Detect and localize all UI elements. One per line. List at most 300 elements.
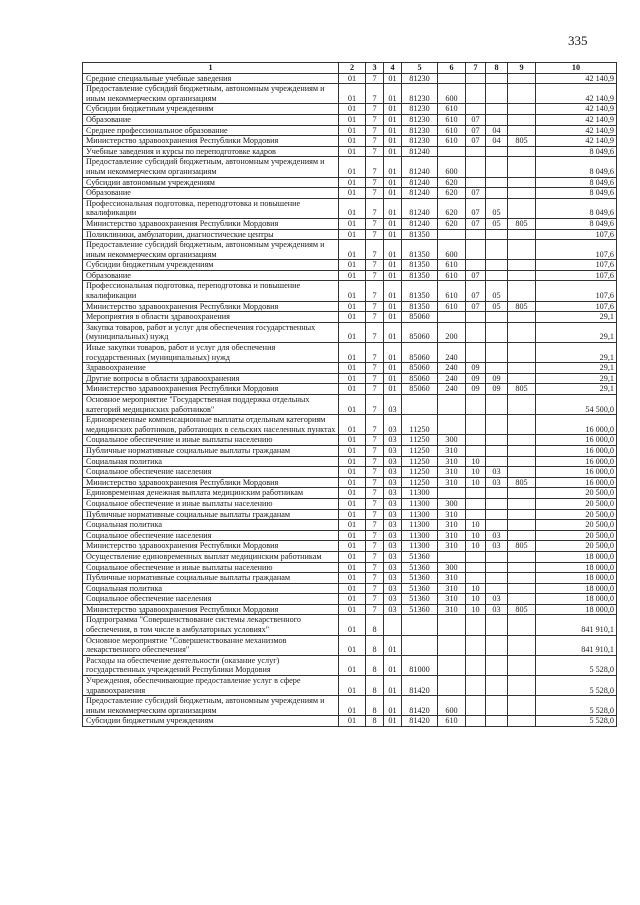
cell-code-8 (486, 583, 508, 594)
cell-code-4: 03 (384, 551, 402, 562)
cell-code-5: 81350 (402, 260, 438, 271)
cell-code-4: 03 (384, 445, 402, 456)
cell-code-4: 01 (384, 384, 402, 395)
table-row (83, 218, 617, 229)
table-row (83, 84, 617, 104)
cell-code-2: 01 (339, 188, 366, 199)
header-row (83, 63, 617, 74)
cell-code-9 (508, 509, 536, 520)
cell-code-9 (508, 635, 536, 655)
cell-code-8: 03 (486, 477, 508, 488)
cell-code-6: 310 (438, 604, 466, 615)
cell-code-4: 03 (384, 395, 402, 415)
cell-code-3: 7 (366, 218, 384, 229)
cell-item-name: Социальное обеспечение и иные выплаты населению (83, 562, 339, 573)
cell-code-5: 85060 (402, 373, 438, 384)
cell-code-5: 81240 (402, 146, 438, 157)
table-body (83, 73, 617, 726)
cell-code-4: 03 (384, 415, 402, 435)
cell-code-6 (438, 312, 466, 323)
cell-code-5: 51360 (402, 562, 438, 573)
table-row (83, 281, 617, 301)
cell-item-name: Министерство здравоохранения Республики Мордовия (83, 541, 339, 552)
cell-code-2: 01 (339, 676, 366, 696)
cell-code-5: 11300 (402, 520, 438, 531)
cell-code-5: 81350 (402, 240, 438, 260)
cell-code-6: 620 (438, 188, 466, 199)
cell-amount: 107,6 (536, 281, 617, 301)
cell-amount: 8 049,6 (536, 198, 617, 218)
cell-code-3: 7 (366, 509, 384, 520)
cell-code-8 (486, 676, 508, 696)
cell-code-3: 7 (366, 146, 384, 157)
cell-code-6: 620 (438, 198, 466, 218)
cell-code-4: 01 (384, 676, 402, 696)
cell-code-8 (486, 562, 508, 573)
cell-code-9 (508, 415, 536, 435)
cell-amount: 18 000,0 (536, 573, 617, 584)
cell-code-4: 01 (384, 716, 402, 727)
cell-item-name: Социальное обеспечение и иные выплаты населению (83, 498, 339, 509)
cell-code-9: 805 (508, 136, 536, 147)
cell-code-7 (466, 509, 486, 520)
cell-code-8 (486, 240, 508, 260)
cell-item-name: Субсидии автономным учреждениям (83, 177, 339, 188)
cell-amount: 5 528,0 (536, 696, 617, 716)
cell-code-9 (508, 281, 536, 301)
cell-item-name: Социальная политика (83, 520, 339, 531)
cell-code-2: 01 (339, 363, 366, 374)
cell-code-2: 01 (339, 157, 366, 177)
cell-code-9: 805 (508, 218, 536, 229)
cell-code-5 (402, 395, 438, 415)
cell-code-3: 7 (366, 415, 384, 435)
cell-code-3: 7 (366, 395, 384, 415)
cell-code-6: 610 (438, 716, 466, 727)
cell-code-9 (508, 435, 536, 446)
cell-code-8 (486, 445, 508, 456)
cell-code-2: 01 (339, 498, 366, 509)
cell-item-name: Предоставление субсидий бюджетным, автономным учреждениям и иным некоммерческим организациям (83, 696, 339, 716)
cell-amount: 20 500,0 (536, 541, 617, 552)
cell-amount: 8 049,6 (536, 218, 617, 229)
cell-code-7: 07 (466, 281, 486, 301)
cell-code-4: 01 (384, 240, 402, 260)
cell-code-2: 01 (339, 594, 366, 605)
cell-code-8: 05 (486, 218, 508, 229)
table-row (83, 615, 617, 635)
cell-code-8 (486, 488, 508, 499)
cell-code-5 (402, 615, 438, 635)
cell-item-name: Субсидии бюджетным учреждениям (83, 716, 339, 727)
cell-code-2: 01 (339, 541, 366, 552)
cell-item-name: Министерство здравоохранения Республики Мордовия (83, 604, 339, 615)
cell-code-9 (508, 551, 536, 562)
cell-code-2: 01 (339, 136, 366, 147)
cell-code-7 (466, 488, 486, 499)
cell-code-8: 03 (486, 541, 508, 552)
cell-amount: 20 500,0 (536, 488, 617, 499)
cell-code-4: 01 (384, 312, 402, 323)
cell-code-9 (508, 270, 536, 281)
cell-code-4: 03 (384, 477, 402, 488)
cell-amount: 20 500,0 (536, 509, 617, 520)
cell-code-6: 610 (438, 114, 466, 125)
cell-code-7: 10 (466, 604, 486, 615)
cell-code-3: 7 (366, 229, 384, 240)
cell-item-name: Основное мероприятие "Совершенствование механизмов лекарственного обеспечения" (83, 635, 339, 655)
cell-code-3: 7 (366, 583, 384, 594)
cell-code-4: 03 (384, 456, 402, 467)
cell-code-8 (486, 615, 508, 635)
cell-code-9: 805 (508, 477, 536, 488)
cell-amount: 54 500,0 (536, 395, 617, 415)
cell-code-9 (508, 615, 536, 635)
table-row (83, 373, 617, 384)
cell-code-4: 03 (384, 435, 402, 446)
cell-code-2: 01 (339, 551, 366, 562)
cell-code-7: 10 (466, 477, 486, 488)
cell-item-name: Социальное обеспечение населения (83, 530, 339, 541)
cell-code-2: 01 (339, 125, 366, 136)
table-row (83, 312, 617, 323)
cell-code-3: 7 (366, 177, 384, 188)
table-row (83, 395, 617, 415)
cell-code-5: 51360 (402, 583, 438, 594)
cell-code-8: 04 (486, 125, 508, 136)
cell-code-6: 310 (438, 445, 466, 456)
cell-item-name: Образование (83, 114, 339, 125)
cell-amount: 42 140,9 (536, 73, 617, 84)
cell-item-name: Министерство здравоохранения Республики Мордовия (83, 477, 339, 488)
cell-item-name: Социальное обеспечение и иные выплаты населению (83, 435, 339, 446)
cell-code-3: 7 (366, 562, 384, 573)
cell-code-8 (486, 551, 508, 562)
cell-code-5: 11250 (402, 467, 438, 478)
cell-code-9 (508, 456, 536, 467)
cell-code-4: 01 (384, 146, 402, 157)
cell-code-2: 01 (339, 281, 366, 301)
cell-code-2: 01 (339, 445, 366, 456)
cell-code-6 (438, 395, 466, 415)
cell-code-9 (508, 188, 536, 199)
cell-code-6: 620 (438, 218, 466, 229)
cell-code-4: 01 (384, 363, 402, 374)
cell-code-6: 620 (438, 177, 466, 188)
cell-code-9 (508, 676, 536, 696)
cell-code-3: 7 (366, 270, 384, 281)
column-header-1: 1 (83, 63, 339, 74)
cell-item-name: Учебные заведения и курсы по переподготовке кадров (83, 146, 339, 157)
table-row (83, 435, 617, 446)
table-row (83, 73, 617, 84)
cell-code-6: 200 (438, 322, 466, 342)
cell-code-3: 7 (366, 281, 384, 301)
table-row (83, 384, 617, 395)
cell-code-5: 81420 (402, 696, 438, 716)
table-row (83, 573, 617, 584)
cell-code-7: 07 (466, 136, 486, 147)
cell-item-name: Мероприятия в области здравоохранения (83, 312, 339, 323)
cell-code-4: 01 (384, 373, 402, 384)
cell-code-4: 01 (384, 177, 402, 188)
table-row (83, 594, 617, 605)
table-row (83, 114, 617, 125)
cell-amount: 42 140,9 (536, 84, 617, 104)
table-row (83, 696, 617, 716)
table-row (83, 157, 617, 177)
cell-code-6: 600 (438, 84, 466, 104)
cell-code-7 (466, 562, 486, 573)
cell-item-name: Учреждения, обеспечивающие предоставление услуг в сфере здравоохранения (83, 676, 339, 696)
column-header-2: 2 (339, 63, 366, 74)
cell-code-2: 01 (339, 655, 366, 675)
table-row (83, 322, 617, 342)
cell-item-name: Социальная политика (83, 456, 339, 467)
budget-table (82, 62, 617, 727)
table-row (83, 363, 617, 374)
cell-code-2: 01 (339, 615, 366, 635)
cell-item-name: Социальное обеспечение населения (83, 594, 339, 605)
cell-code-4: 03 (384, 583, 402, 594)
cell-code-7: 10 (466, 456, 486, 467)
cell-item-name: Социальная политика (83, 583, 339, 594)
cell-code-8 (486, 229, 508, 240)
cell-code-2: 01 (339, 530, 366, 541)
cell-code-5: 81240 (402, 198, 438, 218)
table-row (83, 498, 617, 509)
cell-amount: 107,6 (536, 270, 617, 281)
cell-code-3: 7 (366, 530, 384, 541)
cell-code-6 (438, 615, 466, 635)
cell-code-7 (466, 260, 486, 271)
cell-code-2: 01 (339, 395, 366, 415)
cell-code-6: 300 (438, 562, 466, 573)
cell-code-4: 03 (384, 530, 402, 541)
cell-code-4: 01 (384, 270, 402, 281)
cell-code-8: 03 (486, 467, 508, 478)
cell-code-4: 01 (384, 281, 402, 301)
table-row (83, 146, 617, 157)
table-row (83, 445, 617, 456)
cell-code-9: 805 (508, 541, 536, 552)
cell-code-7: 10 (466, 467, 486, 478)
cell-code-9 (508, 520, 536, 531)
cell-code-8 (486, 435, 508, 446)
cell-code-5: 81420 (402, 676, 438, 696)
cell-amount: 29,1 (536, 343, 617, 363)
cell-item-name: Субсидии бюджетным учреждениям (83, 260, 339, 271)
cell-code-9 (508, 716, 536, 727)
page-number: 335 (568, 33, 588, 48)
cell-code-7: 09 (466, 373, 486, 384)
cell-amount: 42 140,9 (536, 125, 617, 136)
cell-item-name: Здравоохранение (83, 363, 339, 374)
cell-code-8: 05 (486, 301, 508, 312)
cell-amount: 8 049,6 (536, 188, 617, 199)
cell-code-6: 600 (438, 240, 466, 260)
cell-code-2: 01 (339, 84, 366, 104)
cell-code-8 (486, 312, 508, 323)
cell-code-5: 81240 (402, 177, 438, 188)
cell-amount: 5 528,0 (536, 676, 617, 696)
cell-code-7 (466, 551, 486, 562)
cell-code-8: 05 (486, 198, 508, 218)
cell-code-9 (508, 125, 536, 136)
cell-code-7: 10 (466, 541, 486, 552)
cell-amount: 107,6 (536, 229, 617, 240)
column-header-10: 10 (536, 63, 617, 74)
cell-code-2: 01 (339, 384, 366, 395)
cell-code-2: 01 (339, 322, 366, 342)
cell-code-9: 805 (508, 301, 536, 312)
cell-code-9: 805 (508, 384, 536, 395)
table-row (83, 541, 617, 552)
cell-code-4: 03 (384, 498, 402, 509)
cell-amount: 16 000,0 (536, 477, 617, 488)
cell-code-9 (508, 177, 536, 188)
cell-item-name: Единовременная денежная выплата медицинским работникам (83, 488, 339, 499)
cell-code-6: 610 (438, 125, 466, 136)
cell-code-9 (508, 655, 536, 675)
cell-code-9 (508, 157, 536, 177)
cell-amount: 16 000,0 (536, 456, 617, 467)
cell-code-3: 7 (366, 498, 384, 509)
cell-amount: 20 500,0 (536, 530, 617, 541)
cell-item-name: Министерство здравоохранения Республики Мордовия (83, 384, 339, 395)
cell-code-4: 03 (384, 541, 402, 552)
cell-code-3: 7 (366, 125, 384, 136)
cell-amount: 42 140,9 (536, 136, 617, 147)
cell-code-4: 01 (384, 125, 402, 136)
cell-code-6 (438, 146, 466, 157)
table-row (83, 104, 617, 115)
cell-code-3: 7 (366, 322, 384, 342)
cell-code-4: 01 (384, 343, 402, 363)
cell-code-5: 11250 (402, 435, 438, 446)
cell-code-4: 01 (384, 104, 402, 115)
cell-code-2: 01 (339, 456, 366, 467)
cell-code-9 (508, 467, 536, 478)
cell-code-8: 04 (486, 136, 508, 147)
cell-code-3: 7 (366, 445, 384, 456)
cell-code-3: 7 (366, 520, 384, 531)
cell-code-5: 81230 (402, 84, 438, 104)
cell-code-4: 03 (384, 573, 402, 584)
cell-code-4: 03 (384, 562, 402, 573)
cell-code-6: 610 (438, 136, 466, 147)
cell-code-2: 01 (339, 562, 366, 573)
table-row (83, 125, 617, 136)
cell-code-4: 01 (384, 73, 402, 84)
cell-code-7 (466, 415, 486, 435)
cell-code-6 (438, 73, 466, 84)
cell-code-7 (466, 635, 486, 655)
table-row (83, 716, 617, 727)
cell-code-4: 01 (384, 136, 402, 147)
cell-code-7 (466, 435, 486, 446)
cell-code-5: 81350 (402, 281, 438, 301)
cell-amount: 5 528,0 (536, 655, 617, 675)
cell-code-8 (486, 635, 508, 655)
cell-code-3: 7 (366, 384, 384, 395)
cell-amount: 841 910,1 (536, 615, 617, 635)
cell-amount: 16 000,0 (536, 467, 617, 478)
cell-code-3: 7 (366, 104, 384, 115)
cell-code-4: 03 (384, 594, 402, 605)
cell-code-8 (486, 260, 508, 271)
table-row (83, 229, 617, 240)
cell-code-8 (486, 157, 508, 177)
column-header-7: 7 (466, 63, 486, 74)
cell-code-5: 85060 (402, 322, 438, 342)
cell-code-5: 81230 (402, 73, 438, 84)
cell-item-name: Образование (83, 270, 339, 281)
cell-code-7: 07 (466, 270, 486, 281)
cell-code-6 (438, 655, 466, 675)
cell-code-8 (486, 322, 508, 342)
cell-code-6: 310 (438, 541, 466, 552)
cell-code-3: 7 (366, 604, 384, 615)
cell-item-name: Министерство здравоохранения Республики Мордовия (83, 301, 339, 312)
cell-code-5: 11250 (402, 445, 438, 456)
cell-code-4: 01 (384, 114, 402, 125)
cell-code-9 (508, 573, 536, 584)
cell-code-3: 7 (366, 435, 384, 446)
cell-amount: 20 500,0 (536, 520, 617, 531)
cell-code-3: 7 (366, 541, 384, 552)
cell-code-9 (508, 583, 536, 594)
cell-item-name: Расходы на обеспечение деятельности (оказание услуг) государственных учреждений Республики Мордовия (83, 655, 339, 675)
table-row (83, 188, 617, 199)
cell-code-8 (486, 363, 508, 374)
cell-code-2: 01 (339, 146, 366, 157)
cell-code-8 (486, 343, 508, 363)
cell-code-5: 11300 (402, 530, 438, 541)
cell-code-9 (508, 312, 536, 323)
cell-code-5: 51360 (402, 604, 438, 615)
cell-code-4: 01 (384, 218, 402, 229)
cell-code-9 (508, 229, 536, 240)
cell-item-name: Образование (83, 188, 339, 199)
cell-code-7 (466, 157, 486, 177)
table-row (83, 562, 617, 573)
cell-code-4: 03 (384, 509, 402, 520)
cell-code-8 (486, 395, 508, 415)
cell-code-7 (466, 615, 486, 635)
cell-code-3: 7 (366, 240, 384, 260)
cell-code-8 (486, 509, 508, 520)
cell-amount: 29,1 (536, 322, 617, 342)
cell-code-6: 600 (438, 157, 466, 177)
table-row (83, 604, 617, 615)
cell-code-9 (508, 104, 536, 115)
cell-code-6: 610 (438, 104, 466, 115)
cell-code-8 (486, 177, 508, 188)
cell-item-name: Предоставление субсидий бюджетным, автономным учреждениям и иным некоммерческим организациям (83, 84, 339, 104)
cell-item-name: Профессиональная подготовка, переподготовка и повышение квалификации (83, 198, 339, 218)
cell-code-6: 310 (438, 477, 466, 488)
cell-code-7 (466, 240, 486, 260)
cell-code-6 (438, 676, 466, 696)
column-header-9: 9 (508, 63, 536, 74)
cell-code-9: 805 (508, 604, 536, 615)
cell-code-5: 81240 (402, 188, 438, 199)
cell-item-name: Иные закупки товаров, работ и услуг для обеспечения государственных (муниципальных) нужд (83, 343, 339, 363)
cell-code-2: 01 (339, 696, 366, 716)
cell-code-9 (508, 322, 536, 342)
cell-amount: 29,1 (536, 363, 617, 374)
